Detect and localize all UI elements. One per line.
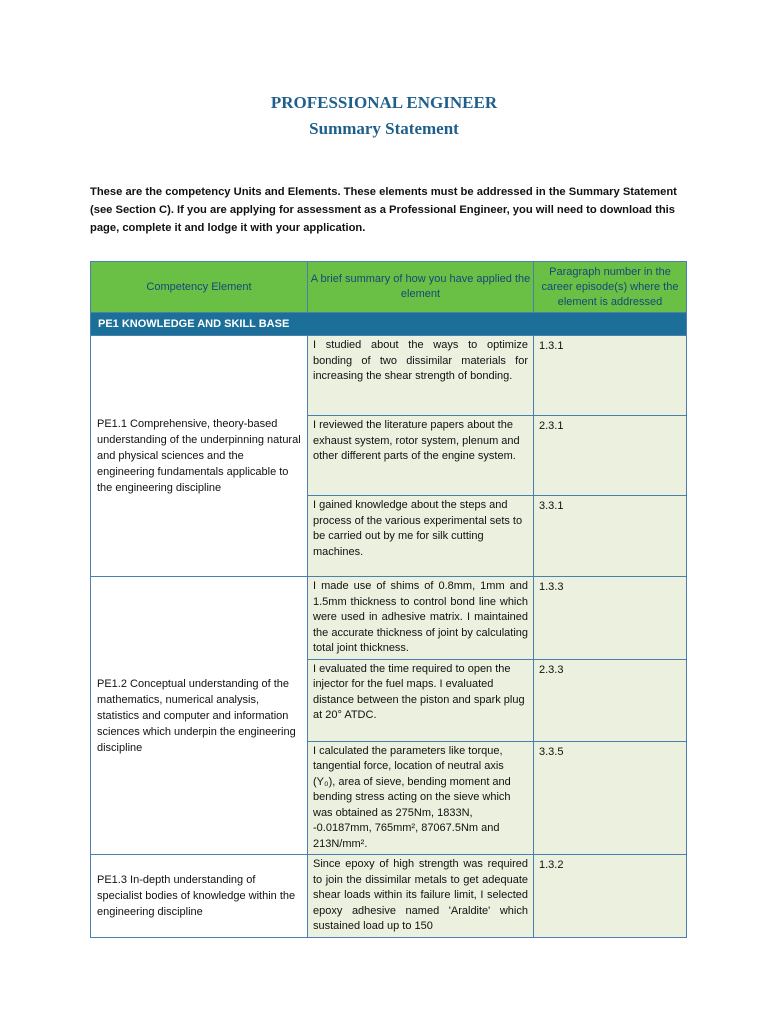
summary-cell: I reviewed the literature papers about the exhaust system, rotor system, plenum and other different parts of the engine system. [308,416,534,496]
element-pe1-3: PE1.3 In-depth understanding of specialist bodies of knowledge within the engineering discipline [91,855,308,938]
summary-cell: Since epoxy of high strength was required to join the dissimilar metals to get adequate shear loads within its failure limit, I selected epoxy adhesive named 'Araldite' which sustained load up to 150 [308,855,534,938]
unit-row [91,313,687,336]
document-title: PROFESSIONAL ENGINEER [270,93,498,112]
table-header-row [91,262,687,313]
table-row [91,855,687,938]
summary-cell: I gained knowledge about the steps and process of the various experimental sets to be carried out by me for silk cutting machines. [308,496,534,577]
summary-cell: I studied about the ways to optimize bonding of two dissimilar materials for increasing the shear strength of bonding. [308,336,534,416]
paragraph-cell: 2.3.1 [534,416,687,496]
paragraph-cell: 1.3.2 [534,855,687,938]
table-row [91,577,687,660]
summary-cell: I evaluated the time required to open the injector for the fuel maps. I evaluated distance between the piston and spark plug at 20° ATDC. [308,659,534,741]
paragraph-cell: 1.3.3 [534,577,687,660]
paragraph-cell: 3.3.5 [534,741,687,855]
paragraph-cell: 2.3.3 [534,659,687,741]
header-paragraph-number: Paragraph number in the career episode(s) where the element is addressed [534,262,687,313]
summary-cell: I calculated the parameters like torque, tangential force, location of neutral axis (Y₀), area of sieve, bending moment and bending stress acting on the sieve which was obtained as 275Nm, 1833N, -0.0187mm, 765mm², 87067.5Nm and 213N/mm². [308,741,534,855]
header-summary: A brief summary of how you have applied the element [308,262,534,313]
paragraph-cell: 1.3.1 [534,336,687,416]
element-pe1-1: PE1.1 Comprehensive, theory-based understanding of the underpinning natural and physical sciences and the engineering fundamentals applicable to the engineering discipline [91,336,308,577]
competency-table [90,261,687,938]
paragraph-cell: 3.3.1 [534,496,687,577]
header-competency-element: Competency Element [91,262,308,313]
summary-cell: I made use of shims of 0.8mm, 1mm and 1.5mm thickness to control bond line which were used in adhesive matrix. I maintained the accurate thickness of joint by calculating total joint thickness. [308,577,534,660]
element-pe1-2: PE1.2 Conceptual understanding of the mathematics, numerical analysis, statistics and computer and information sciences which underpin the engineering discipline [91,577,308,855]
table-row [91,336,687,416]
unit-title: PE1 KNOWLEDGE AND SKILL BASE [91,313,687,336]
intro-paragraph: These are the competency Units and Elements. These elements must be addressed in the Summary Statement (see Section C). If you are applying for assessment as a Professional Engineer, you will need to download this page, complete it and lodge it with your application. [90,186,677,234]
document-subtitle: Summary Statement [309,119,459,138]
